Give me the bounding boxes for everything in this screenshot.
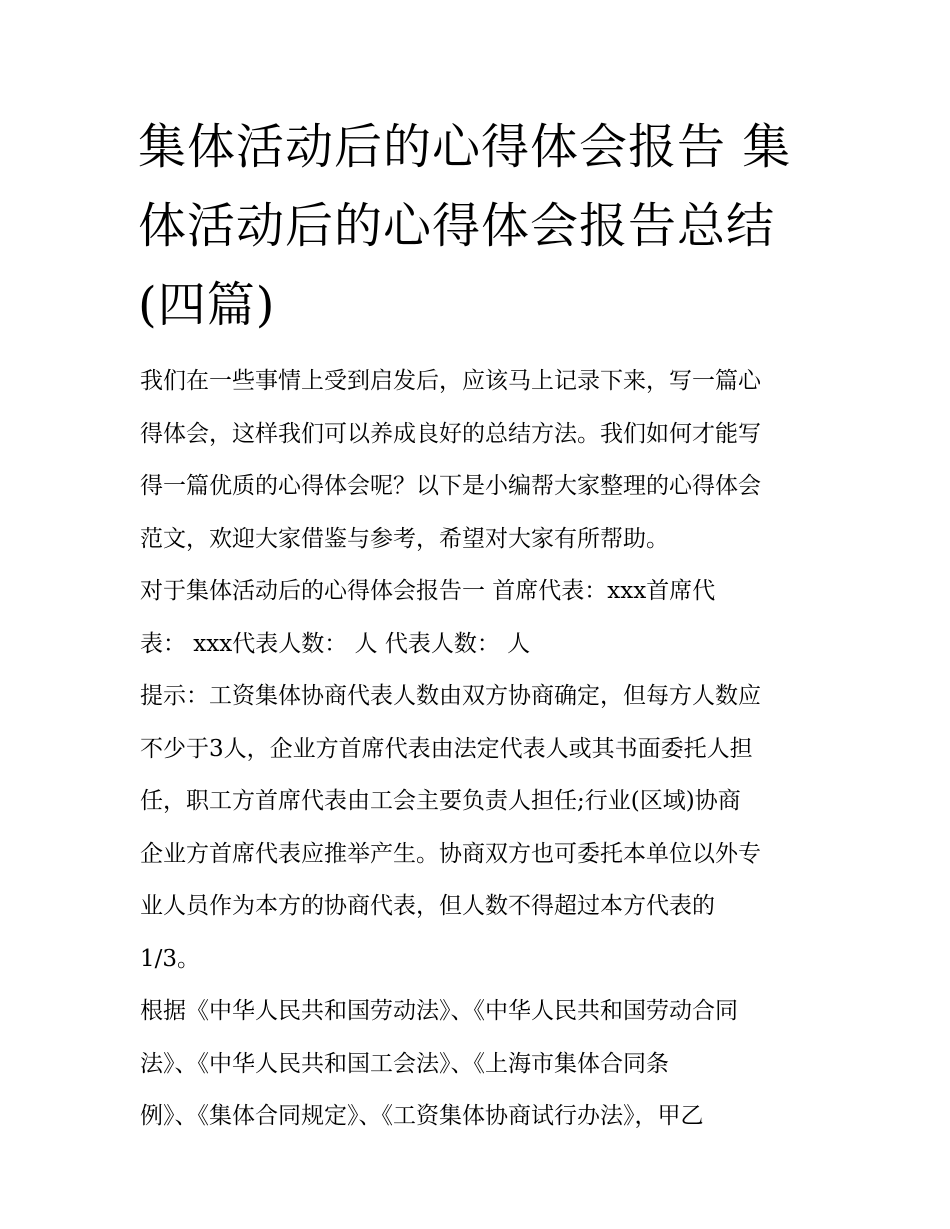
text-line: 企业方首席代表应推举产生。协商双方也可委托本单位以外专	[140, 840, 761, 867]
text-line: 任，职工方首席代表由工会主要负责人担任;行业(区域)协商	[140, 788, 741, 814]
text-line: 我们在一些事情上受到启发后，应该马上记录下来，写一篇心	[140, 368, 761, 394]
text-line: 得一篇优质的心得体会呢？以下是小编帮大家整理的心得体会	[140, 473, 761, 499]
text-line: 法》、《中华人民共和国工会法》、《上海市集体合同条	[140, 1050, 669, 1077]
legal-basis-paragraph	[140, 985, 820, 1143]
text-line: 根据《中华人民共和国劳动法》、《中华人民共和国劳动合同	[140, 998, 738, 1024]
text-line: 例》、《集体合同规定》、《工资集体协商试行办法》，甲乙	[140, 1103, 704, 1129]
intro-paragraph	[140, 355, 820, 565]
text-line: 表： xxx代表人数： 人 代表人数： 人	[140, 630, 531, 657]
text-line: 1/3。	[140, 945, 201, 972]
text-line: 业人员作为本方的协商代表，但人数不得超过本方代表的	[140, 893, 715, 919]
representatives-paragraph	[140, 565, 820, 670]
text-line: 范文，欢迎大家借鉴与参考，希望对大家有所帮助。	[140, 525, 669, 552]
document-title	[138, 108, 818, 345]
title-line: 集体活动后的心得体会报告 集	[138, 119, 792, 175]
text-line: 得体会，这样我们可以养成良好的总结方法。我们如何才能写	[140, 420, 761, 447]
document-body	[140, 355, 820, 1143]
text-line: 提示：工资集体协商代表人数由双方协商确定，但每方人数应	[140, 683, 761, 709]
text-line: 不少于3人，企业方首席代表由法定代表人或其书面委托人担	[140, 735, 753, 762]
notice-paragraph	[140, 670, 820, 985]
title-line: (四篇)	[138, 277, 276, 333]
text-line: 对于集体活动后的心得体会报告一 首席代表：xxx首席代	[140, 578, 716, 604]
title-line: 体活动后的心得体会报告总结	[138, 198, 776, 254]
